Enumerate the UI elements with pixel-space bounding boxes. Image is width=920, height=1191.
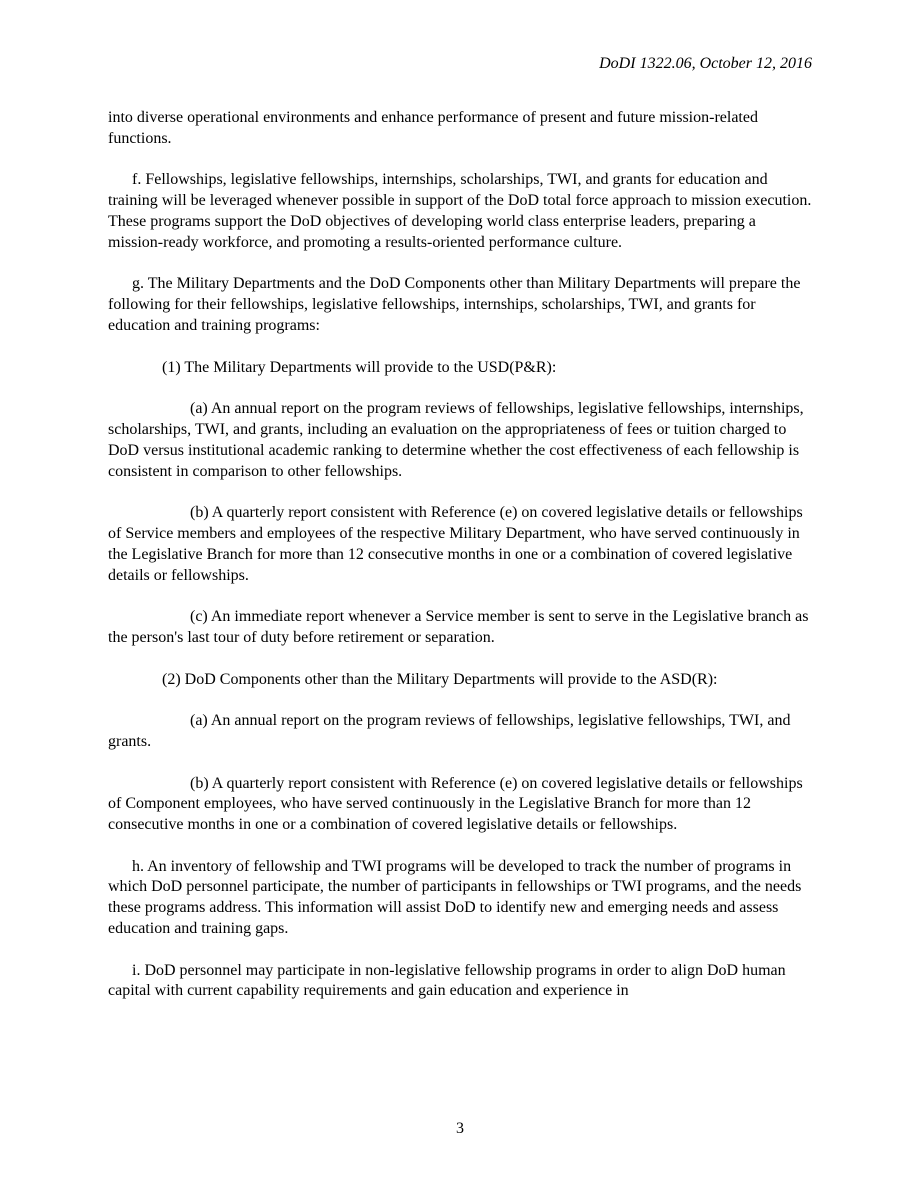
paragraph-g-2-a: (a) An annual report on the program reviews of fellowships, legislative fellowships, TWI, and grants. [108,712,791,750]
paragraph-g-1-a: (a) An annual report on the program reviews of fellowships, legislative fellowships, internships, scholarships, TWI, and grants, including an evaluation on the appropriateness of fees or tuition charged to DoD versus institutional academic ranking to determine whether the cost effectiveness of each fellowship is consistent in comparison to other fellowships. [108,400,804,480]
page-number: 3 [456,1120,464,1137]
paragraph-continuation: into diverse operational environments and enhance performance of present and future mission-related functions. [108,109,758,147]
paragraph-h: h. An inventory of fellowship and TWI programs will be developed to track the number of programs in which DoD personnel participate, the number of participants in fellowships or TWI programs, and the needs these programs address. This information will assist DoD to identify new and emerging needs and assess education and training gaps. [108,857,802,938]
document-header: DoDI 1322.06, October 12, 2016 [599,55,812,72]
paragraph-g: g. The Military Departments and the DoD Components other than Military Departments will prepare the following for their fellowships, legislative fellowships, internships, scholarships, TWI, and grants for education and training programs: [108,275,801,334]
paragraph-g-1: (1) The Military Departments will provide to the USD(P&R): [162,358,557,376]
paragraph-g-2: (2) DoD Components other than the Military Departments will provide to the ASD(R): [162,670,718,688]
paragraph-g-1-c: (c) An immediate report whenever a Service member is sent to serve in the Legislative branch as the person's last tour of duty before retirement or separation. [108,608,809,646]
paragraph-g-2-b: (b) A quarterly report consistent with Reference (e) on covered legislative details or fellowships of Component employees, who have served continuously in the Legislative Branch for more than 12 consecutive months in one or a combination of covered legislative details or fellowships. [108,774,803,834]
paragraph-i: i. DoD personnel may participate in non-legislative fellowship programs in order to align DoD human capital with current capability requirements and gain education and experience in [108,961,786,1000]
document-body [108,108,814,1023]
paragraph-g-1-b: (b) A quarterly report consistent with Reference (e) on covered legislative details or fellowships of Service members and employees of the respective Military Department, who have served continuously in the Legislative Branch for more than 12 consecutive months in one or a combination of covered legislative details or fellowships. [108,504,803,584]
paragraph-f: f. Fellowships, legislative fellowships, internships, scholarships, TWI, and grants for education and training will be leveraged whenever possible in support of the DoD total force approach to mission execution. These programs support the DoD objectives of developing world class enterprise leaders, preparing a mission-ready workforce, and promoting a results-oriented performance culture. [108,171,812,251]
